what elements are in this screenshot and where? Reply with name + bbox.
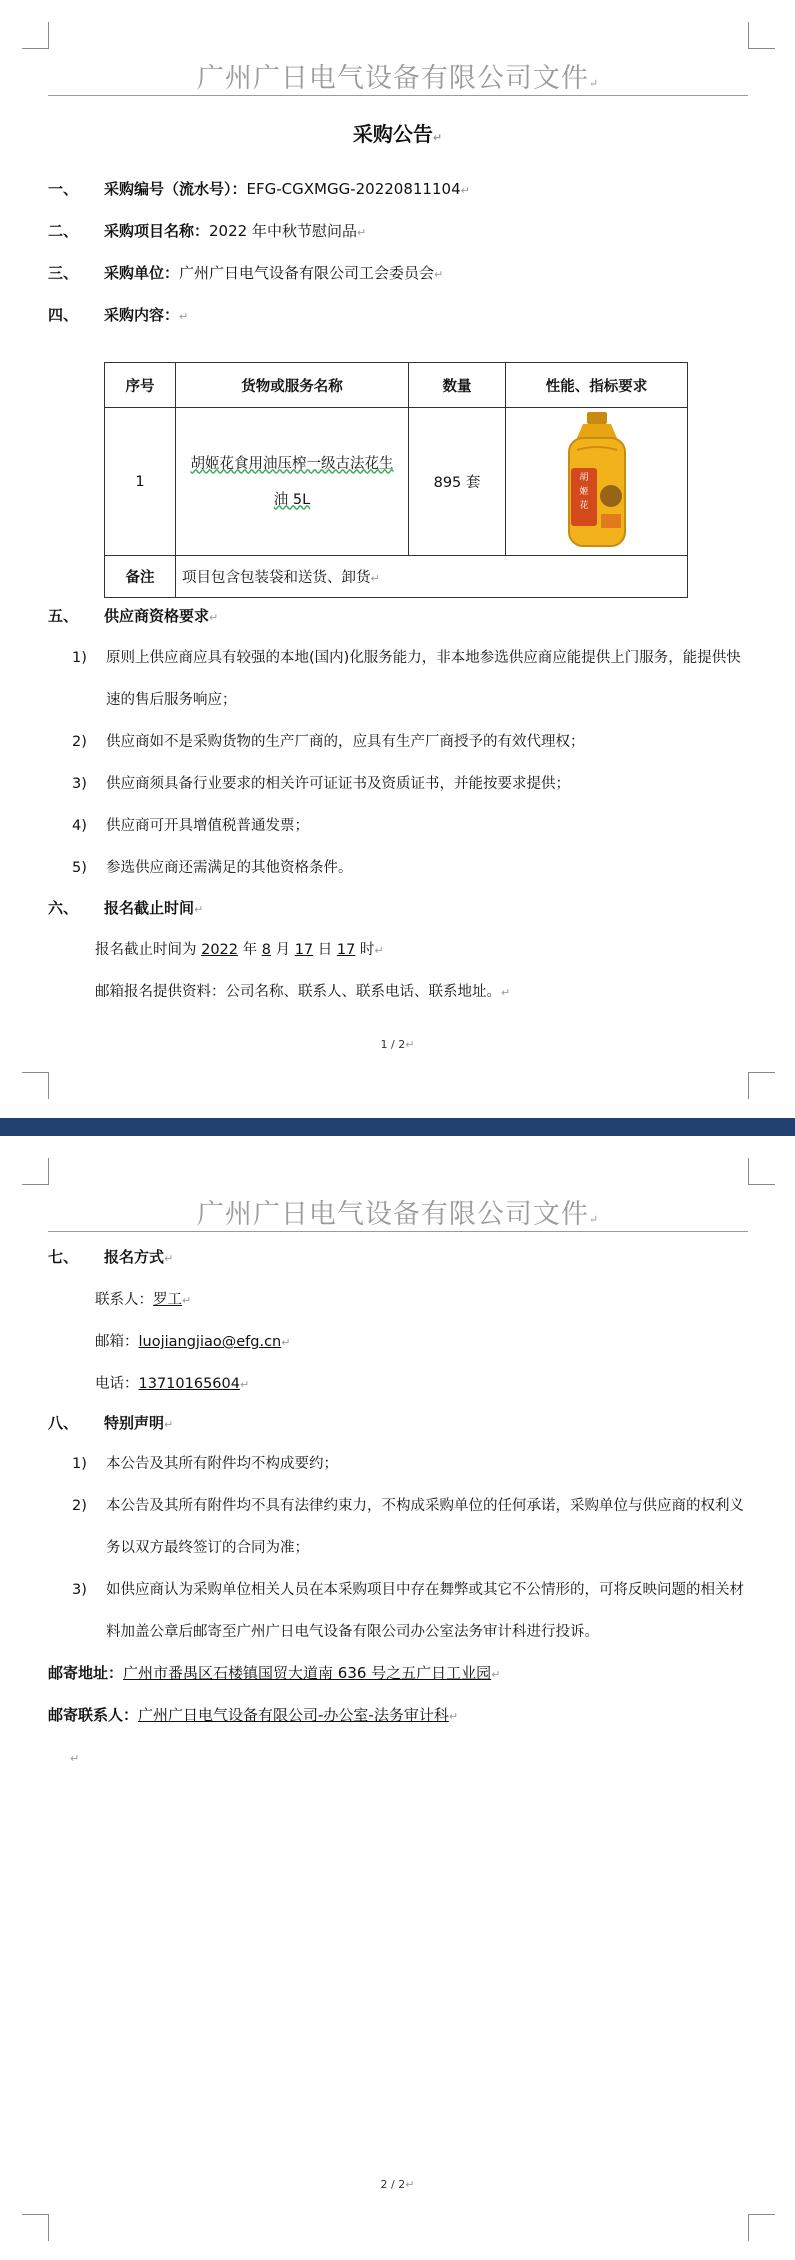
document-title: 采购公告↵ bbox=[352, 122, 443, 146]
remark-value: 项目包含包装袋和送货、卸货↵ bbox=[176, 556, 688, 598]
qualification-item-1: 1) 原则上供应商应具有较强的本地(国内)化服务能力，非本地参选供应商应能提供上门服务，能提供快速的售后服务响应； bbox=[72, 650, 741, 708]
oil-bottle-icon bbox=[557, 410, 637, 550]
qualification-item-4: 4) 供应商可开具增值税普通发票； bbox=[72, 818, 309, 834]
mailing-recipient: 邮寄联系人：广州广日电气设备有限公司-办公室-法务审计科↵ bbox=[48, 1706, 459, 1724]
crop-mark-top-right bbox=[748, 22, 775, 49]
table-header-quantity: 数量 bbox=[409, 363, 506, 408]
table-header-name: 货物或服务名称 bbox=[176, 363, 409, 408]
page-number-1: 1 / 2↵ bbox=[380, 1038, 415, 1051]
page-1 bbox=[0, 0, 795, 1118]
crop-mark-top-right bbox=[748, 1158, 775, 1185]
contact-person: 联系人：罗工↵ bbox=[95, 1292, 192, 1308]
page-gap bbox=[0, 1118, 795, 1136]
section-7: 七、 报名方式↵ bbox=[48, 1248, 174, 1266]
statement-item-3: 3) 如供应商认为采购单位相关人员在本采购项目中存在舞弊或其它不公情形的，可将反映问题的相关材料加盖公章后邮寄至广州广日电气设备有限公司办公室法务审计科进行投诉。 bbox=[72, 1582, 744, 1640]
qualification-item-5: 5) 参选供应商还需满足的其他资格条件。 bbox=[72, 860, 353, 876]
row-quantity: 895 套 bbox=[409, 408, 506, 556]
row-index: 1 bbox=[105, 408, 176, 556]
page-number-2: 2 / 2↵ bbox=[380, 2178, 415, 2191]
crop-mark-bottom-right bbox=[748, 1072, 775, 1099]
section-8: 八、 特别声明↵ bbox=[48, 1414, 174, 1432]
svg-text:胡: 胡 bbox=[578, 472, 589, 483]
goods-table bbox=[104, 362, 688, 598]
mailing-address: 邮寄地址：广州市番禺区石楼镇国贸大道南 636 号之五广日工业园↵ bbox=[48, 1664, 501, 1682]
section-1: 一、 采购编号（流水号）：EFG-CGXMGG-20220811104↵ bbox=[48, 180, 470, 198]
statement-item-1: 1) 本公告及其所有附件均不构成要约； bbox=[72, 1456, 338, 1472]
contact-phone: 电话：13710165604↵ bbox=[95, 1376, 250, 1392]
header-title: 广州广日电气设备有限公司文件↵ bbox=[196, 63, 600, 94]
statement-item-2: 2) 本公告及其所有附件均不具有法律约束力，不构成采购单位的任何承诺，采购单位与供应商的权利义务以双方最终签订的合同为准； bbox=[72, 1498, 744, 1556]
crop-mark-top-left bbox=[22, 1158, 49, 1185]
email-materials-line: 邮箱报名提供资料：公司名称、联系人、联系电话、联系地址。↵ bbox=[95, 984, 511, 1000]
header-rule bbox=[48, 1231, 748, 1232]
crop-mark-top-left bbox=[22, 22, 49, 49]
table-row bbox=[105, 408, 688, 556]
section-5: 五、 供应商资格要求↵ bbox=[48, 607, 219, 625]
section-2: 二、 采购项目名称：2022 年中秋节慰问品↵ bbox=[48, 222, 367, 240]
row-item-name: 胡姬花食用油压榨一级古法花生油 5L bbox=[176, 408, 409, 556]
svg-text:姬: 姬 bbox=[578, 486, 589, 497]
section-3: 三、 采购单位：广州广日电气设备有限公司工会委员会↵ bbox=[48, 264, 444, 282]
header-rule bbox=[48, 95, 748, 96]
crop-mark-bottom-left bbox=[22, 2214, 49, 2241]
table-header-spec: 性能、指标要求 bbox=[506, 363, 688, 408]
page-2 bbox=[0, 1136, 795, 2260]
row-product-image bbox=[506, 408, 688, 556]
header-title: 广州广日电气设备有限公司文件↵ bbox=[196, 1199, 600, 1230]
section-6: 六、 报名截止时间↵ bbox=[48, 899, 204, 917]
table-header-index: 序号 bbox=[105, 363, 176, 408]
empty-paragraph: ↵ bbox=[70, 1752, 80, 1765]
crop-mark-bottom-left bbox=[22, 1072, 49, 1099]
qualification-item-3: 3) 供应商须具备行业要求的相关许可证证书及资质证书，并能按要求提供； bbox=[72, 776, 570, 792]
section-4: 四、 采购内容：↵ bbox=[48, 306, 189, 324]
contact-email: 邮箱：luojiangjiao@efg.cn↵ bbox=[95, 1334, 291, 1350]
deadline-line: 报名截止时间为 2022 年 8 月 17 日 17 时↵ bbox=[95, 942, 384, 958]
qualification-item-2: 2) 供应商如不是采购货物的生产厂商的，应具有生产厂商授予的有效代理权； bbox=[72, 734, 585, 750]
remark-label: 备注 bbox=[105, 556, 176, 598]
svg-text:花: 花 bbox=[578, 500, 589, 511]
crop-mark-bottom-right bbox=[748, 2214, 775, 2241]
